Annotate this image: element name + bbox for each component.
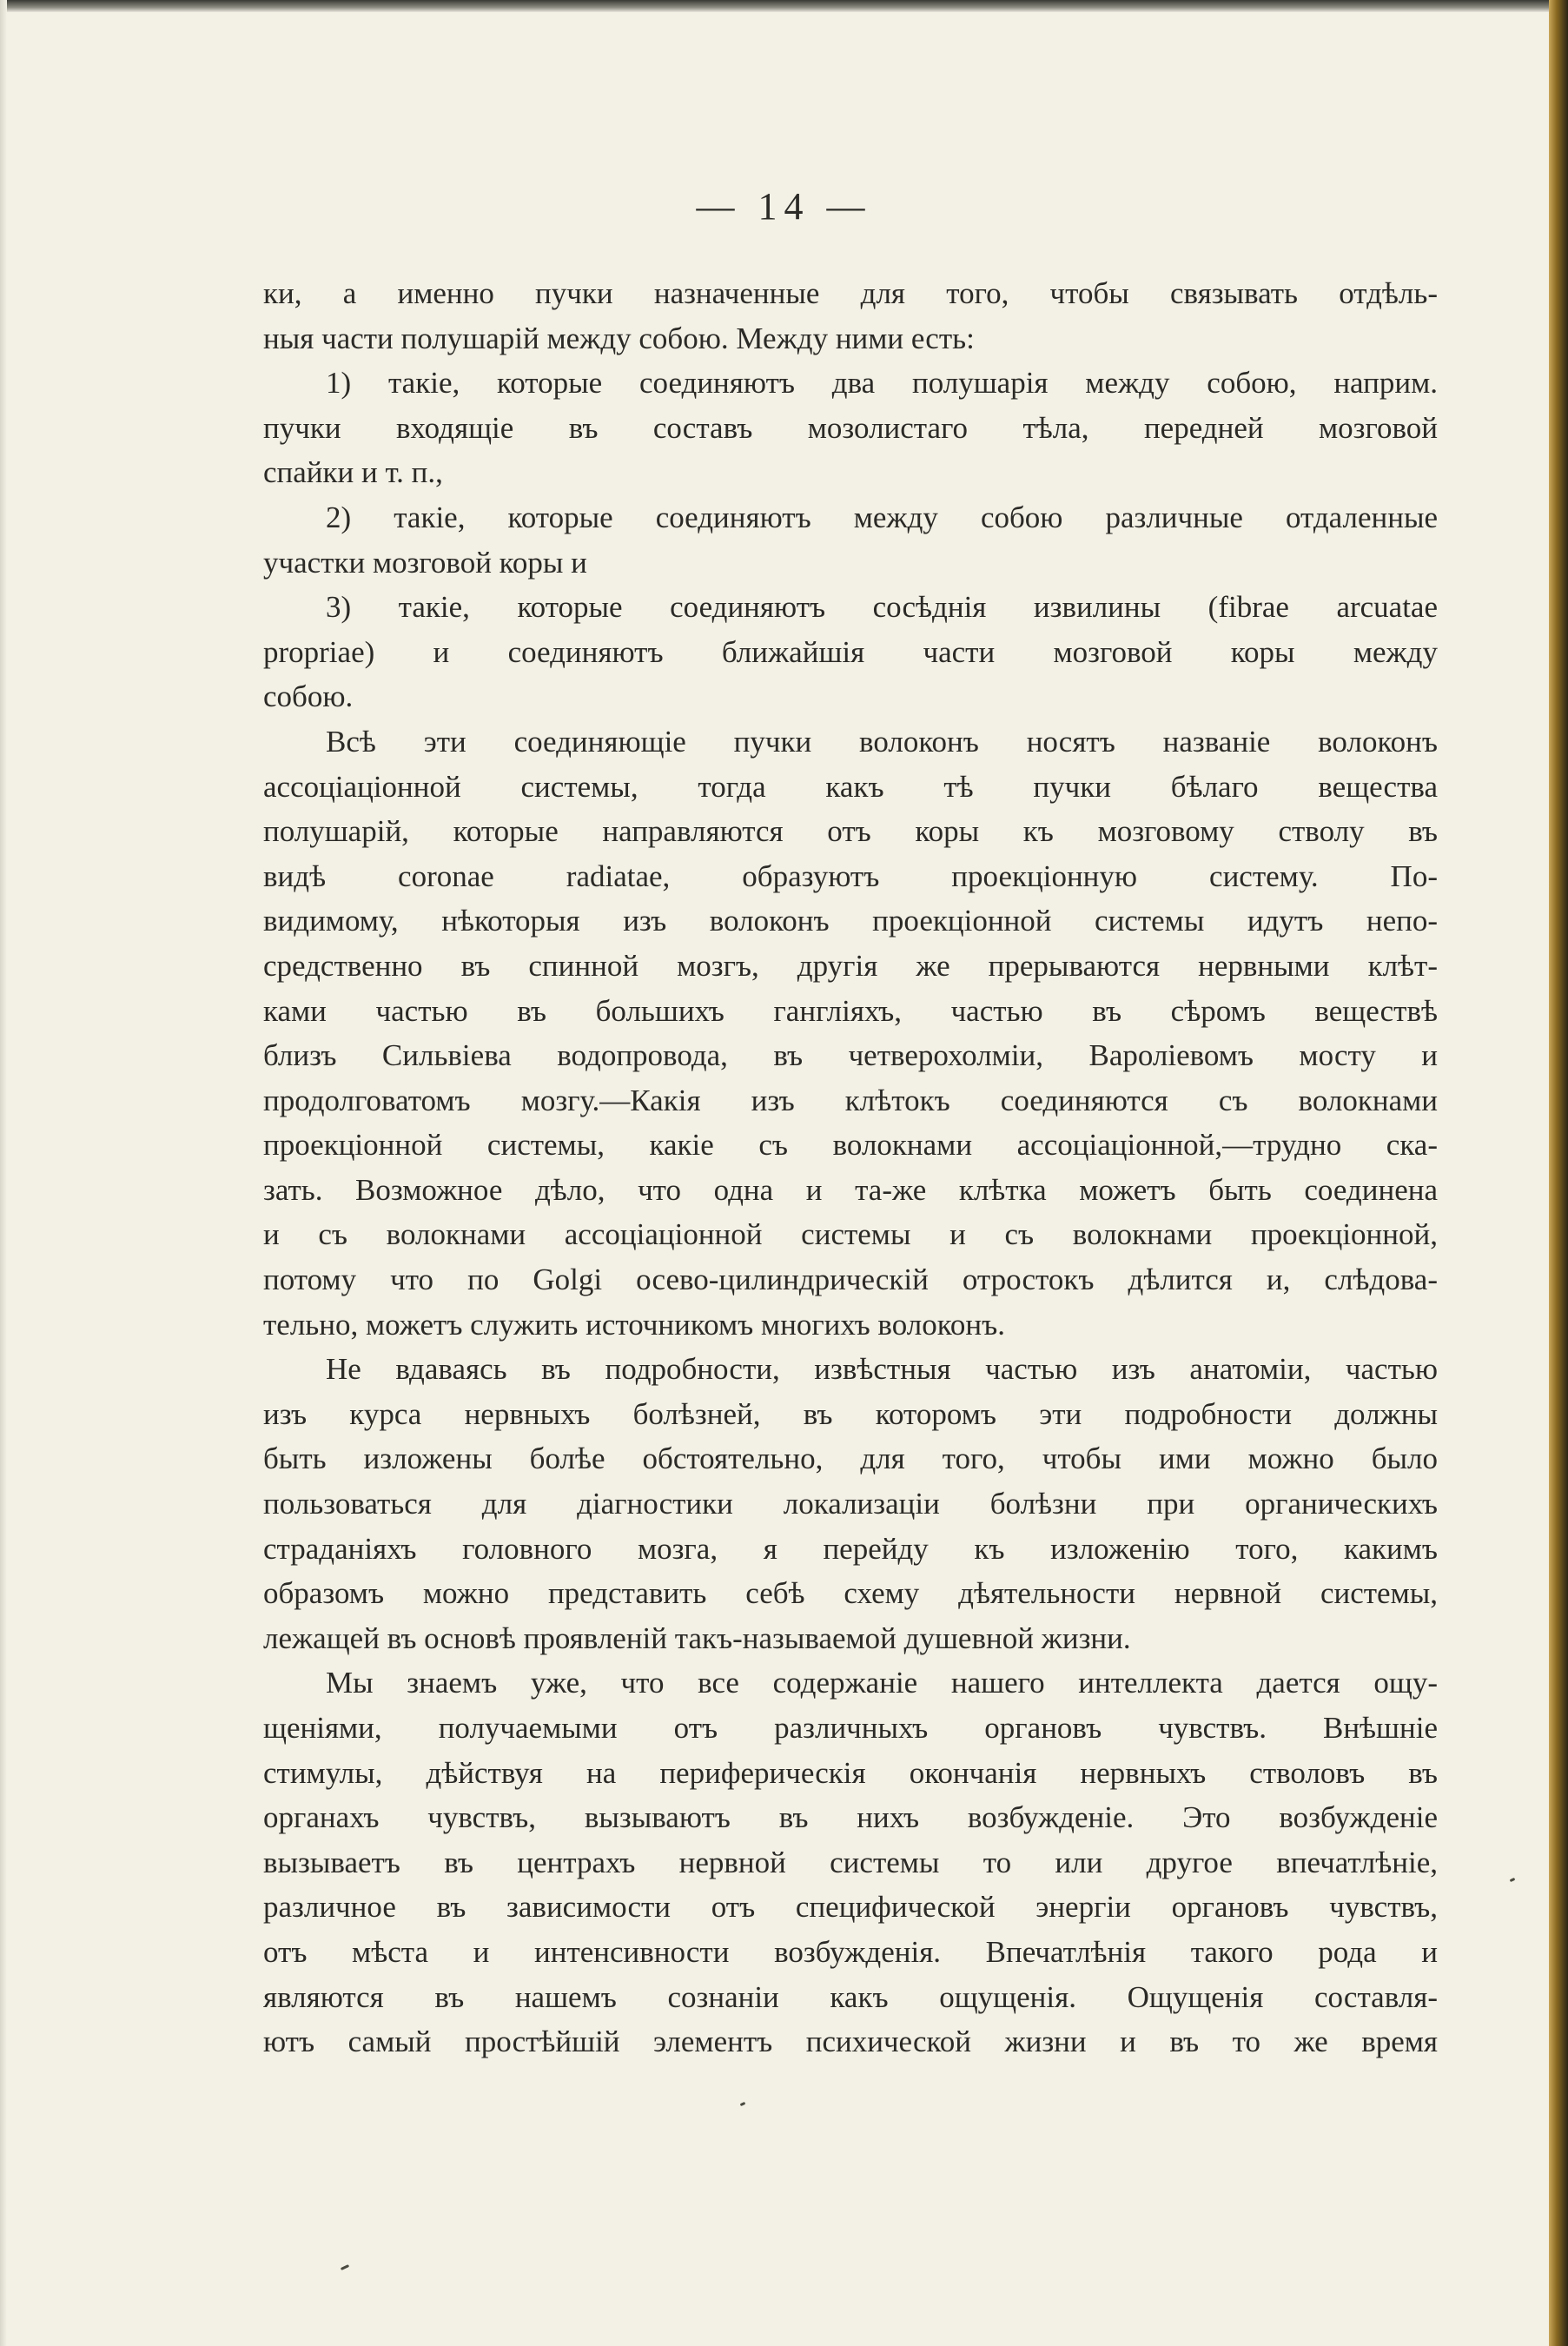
text-line: видимому, нѣкоторыя изъ волоконъ проекціонной системы идутъ непо- <box>263 904 1438 938</box>
page-number: — 14 — <box>696 185 872 228</box>
text-line: Всѣ эти соединяющіе пучки волоконъ носятъ названіе волоконъ <box>326 724 1438 759</box>
text-line: пользоваться для діагностики локализаціи болѣзни при органическихъ <box>263 1487 1438 1521</box>
text-line: отъ мѣста и интенсивности возбужденія. Впечатлѣнія такого рода и <box>263 1934 1438 1969</box>
text-line: вызываетъ въ центрахъ нервной системы то или другое впечатлѣніе, <box>263 1845 1438 1879</box>
text-line: ютъ самый простѣйшій элементъ психической жизни и въ то же время <box>263 2025 1438 2059</box>
scan-top-edge <box>0 0 1568 12</box>
text-line: зать. Возможное дѣло, что одна и та-же клѣтка можетъ быть соединена <box>263 1172 1438 1207</box>
text-line: 3) такіе, которые соединяютъ сосѣднія извилины (fibrae arcuatae <box>326 590 1438 625</box>
text-line: спайки и т. п., <box>263 455 443 490</box>
text-line: являются въ нашемъ сознаніи какъ ощущенія. Ощущенія составля- <box>263 1979 1438 2014</box>
text-line: proprіae) и соединяютъ ближайшія части мозговой коры между <box>263 634 1438 669</box>
text-line: участки мозговой коры и <box>263 545 587 580</box>
scan-right-edge <box>1549 0 1568 2346</box>
text-line: 2) такіе, которые соединяютъ между собою различные отдаленные <box>326 500 1438 534</box>
text-line: образомъ можно представить себѣ схему дѣятельности нервной системы, <box>263 1576 1438 1611</box>
text-line: 1) такіе, которые соединяютъ два полушарія между собою, наприм. <box>326 366 1438 401</box>
text-line: пучки входящіе въ составъ мозолистаго тѣла, передней мозговой <box>263 410 1438 445</box>
text-line: близъ Сильвіева водопровода, въ четверохолміи, Вароліевомъ мосту и <box>263 1038 1438 1073</box>
text-line: средственно въ спинной мозгъ, другія же прерываются нервными клѣт- <box>263 948 1438 983</box>
text-line: потому что по Golgi осево-цилиндрическій отростокъ дѣлится и, слѣдова- <box>263 1262 1438 1297</box>
body-text <box>263 271 1438 2064</box>
text-line: собою. <box>263 679 354 714</box>
text-line: различное въ зависимости отъ специфической энергіи органовъ чувствъ, <box>263 1890 1438 1925</box>
scan-speck <box>341 2264 349 2270</box>
text-line: изъ курса нервныхъ болѣзней, въ которомъ эти подробности должны <box>263 1396 1438 1431</box>
text-line: страданіяхъ головного мозга, я перейду къ изложенію того, какимъ <box>263 1531 1438 1566</box>
text-line: полушарій, которые направляются отъ коры къ мозговому стволу въ <box>263 814 1438 849</box>
text-line: быть изложены болѣе обстоятельно, для того, чтобы ими можно было <box>263 1441 1438 1476</box>
text-line: тельно, можетъ служить источникомъ многихъ волоконъ. <box>263 1307 1006 1342</box>
text-line: проекціонной системы, какіе съ волокнами ассоціаціонной,—трудно ска- <box>263 1128 1438 1163</box>
text-line: ассоціаціонной системы, тогда какъ тѣ пучки бѣлаго вещества <box>263 769 1438 804</box>
text-line: органахъ чувствъ, вызываютъ въ нихъ возбужденіе. Это возбужденіе <box>263 1800 1438 1835</box>
text-line: ныя части полушарій между собою. Между ними есть: <box>263 321 975 355</box>
text-line: Мы знаемъ уже, что все содержаніе нашего интеллекта дается ощу- <box>326 1666 1438 1700</box>
scan-left-edge <box>0 0 7 2346</box>
text-line: стимулы, дѣйствуя на периферическія окончанія нервныхъ стволовъ въ <box>263 1755 1438 1790</box>
text-line: ки, а именно пучки назначенные для того, чтобы связывать отдѣль- <box>263 276 1438 310</box>
text-line: продолговатомъ мозгу.—Какія изъ клѣтокъ соединяются съ волокнами <box>263 1083 1438 1117</box>
text-line: видѣ coronae radiatae, образуютъ проекціонную систему. По- <box>263 858 1438 893</box>
scan-speck <box>1510 1878 1516 1882</box>
text-line: ками частью въ большихъ гангліяхъ, частью въ сѣромъ веществѣ <box>263 993 1438 1028</box>
text-line: Не вдаваясь въ подробности, извѣстныя частью изъ анатоміи, частью <box>326 1352 1438 1387</box>
text-line: лежащей въ основѣ проявленій такъ-называемой душевной жизни. <box>263 1620 1131 1655</box>
scan-speck <box>740 2102 746 2106</box>
text-line: щеніями, получаемыми отъ различныхъ органовъ чувствъ. Внѣшніе <box>263 1711 1438 1745</box>
text-line: и съ волокнами ассоціаціонной системы и съ волокнами проекціонной, <box>263 1217 1438 1252</box>
